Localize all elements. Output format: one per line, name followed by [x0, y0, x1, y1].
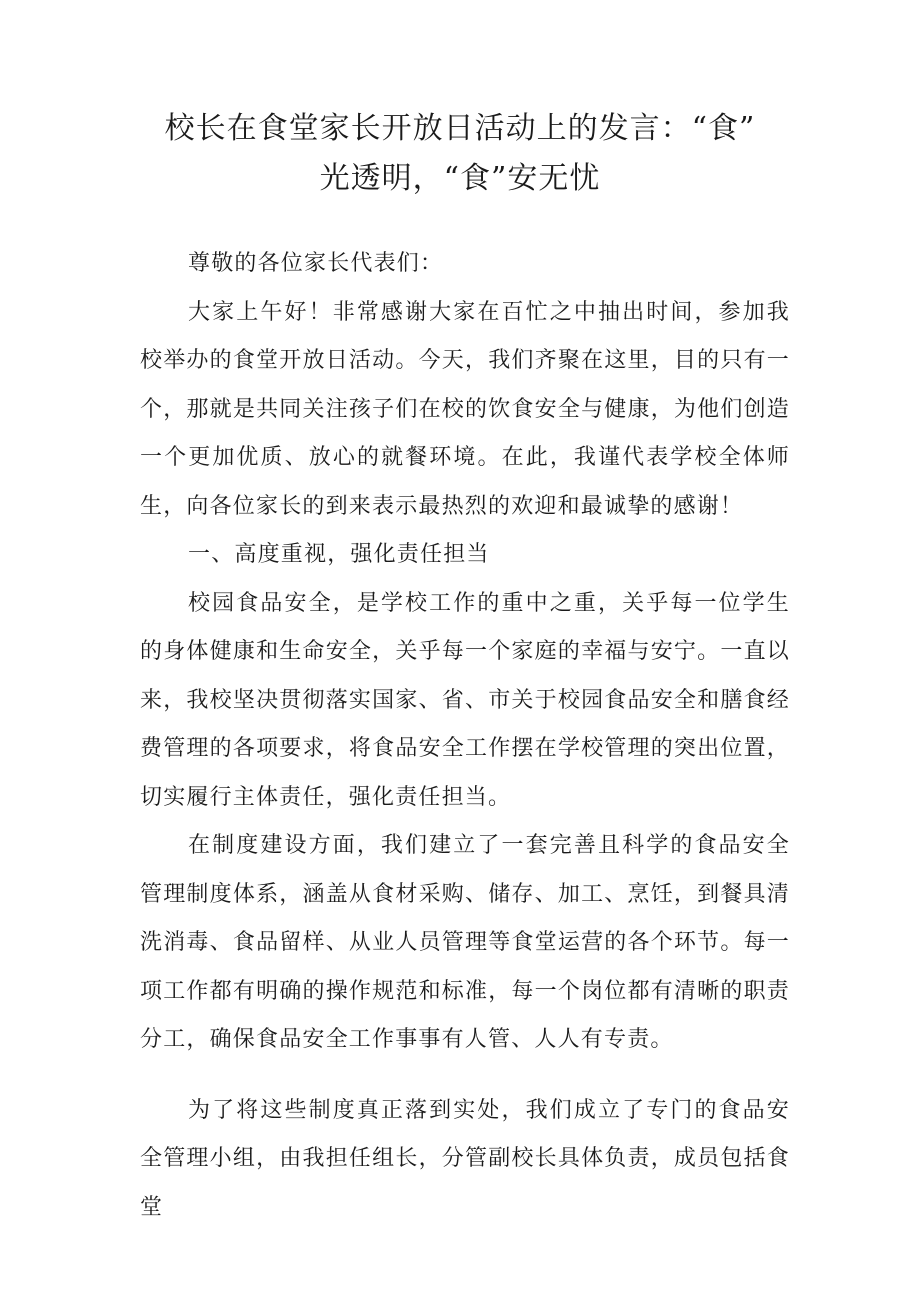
document-title [140, 104, 780, 204]
paragraph-management-group: 为了将这些制度真正落到实处，我们成立了专门的食品安全管理小组，由我担任组长，分管副校长具体负责，成员包括食堂 [140, 1097, 790, 1220]
paragraph-greeting: 大家上午好！非常感谢大家在百忙之中抽出时间，参加我校举办的食堂开放日活动。今天，我们齐聚在这里，目的只有一个，那就是共同关注孩子们在校的饮食安全与健康，为他们创造一个更加优质、放心的就餐环境。在此，我谨代表学校全体师生，向各位家长的到来表示最热烈的欢迎和最诚挚的感谢！ [140, 299, 790, 519]
title-line-2: 光透明，“食”安无忧 [319, 161, 601, 196]
salutation: 尊敬的各位家长代表们： [188, 251, 444, 276]
title-line-1: 校长在食堂家长开放日活动上的发言：“食” [164, 111, 756, 146]
paragraph-food-safety: 校园食品安全，是学校工作的重中之重，关乎每一位学生的身体健康和生命安全，关乎每一个家庭的幸福与安宁。一直以来，我校坚决贯彻落实国家、省、市关于校园食品安全和膳食经费管理的各项要求，将食品安全工作摆在学校管理的突出位置，切实履行主体责任，强化责任担当。 [140, 590, 790, 810]
paragraph-system-building: 在制度建设方面，我们建立了一套完善且科学的食品安全管理制度体系，涵盖从食材采购、储存、加工、烹饪，到餐具清洗消毒、食品留样、从业人员管理等食堂运营的各个环节。每一项工作都有明确的操作规范和标准，每一个岗位都有清晰的职责分工，确保食品安全工作事事有人管、人人有专责。 [140, 833, 790, 1052]
document-body [140, 240, 790, 1232]
section-heading-1: 一、高度重视，强化责任担当 [188, 542, 490, 567]
